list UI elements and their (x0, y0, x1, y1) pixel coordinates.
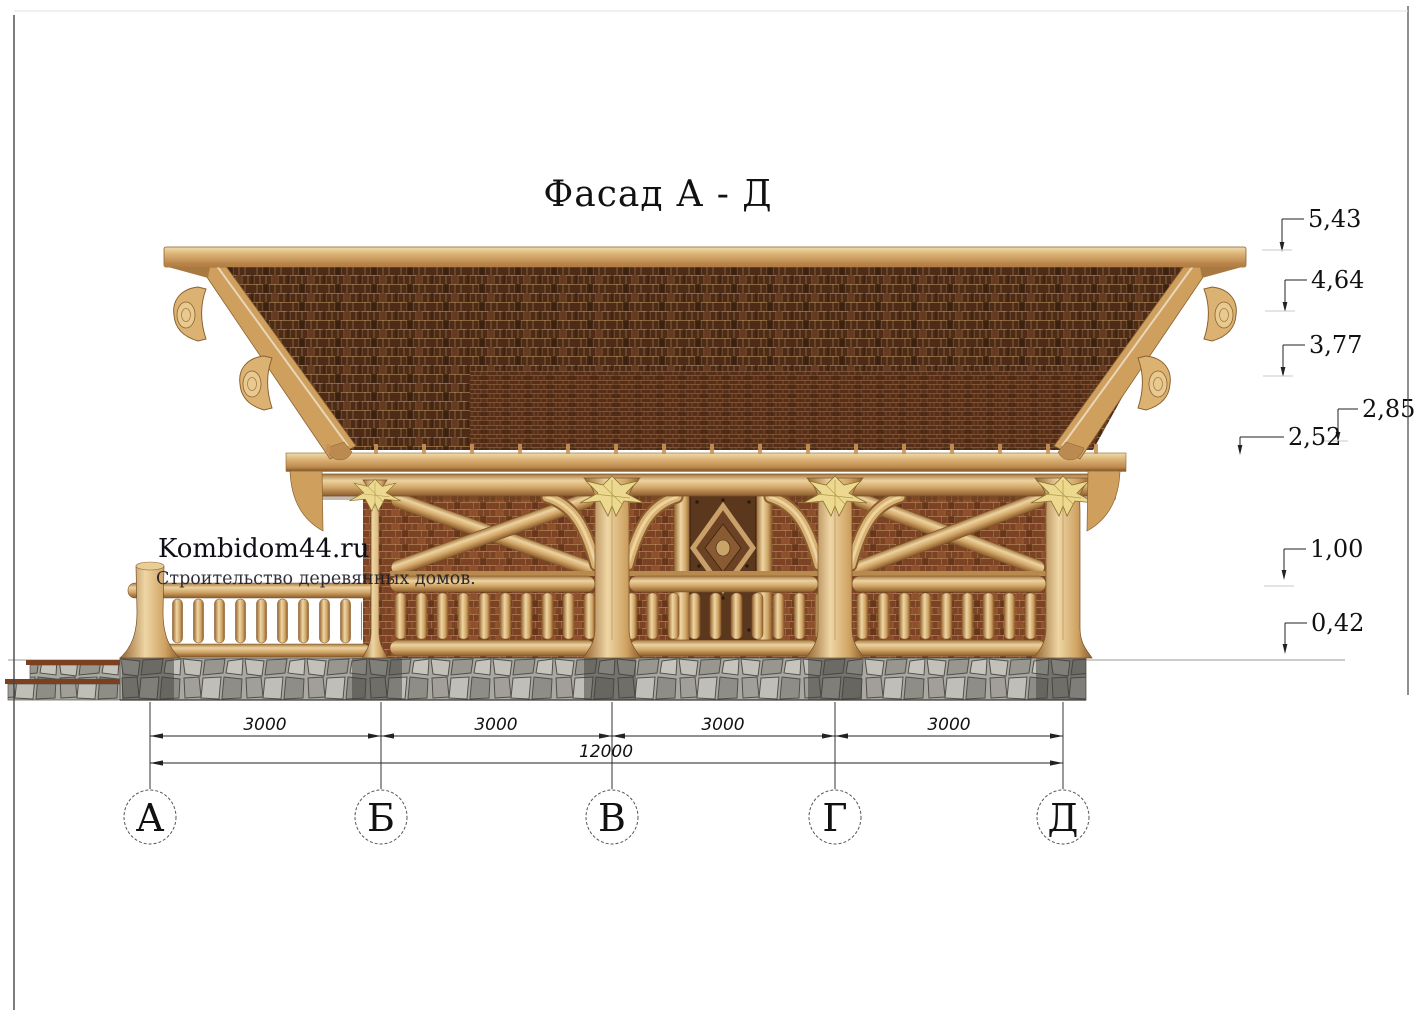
svg-text:Д: Д (1047, 796, 1079, 840)
svg-text:В: В (598, 796, 626, 840)
svg-text:Б: Б (367, 796, 395, 840)
elevation-mark (1263, 331, 1362, 377)
railing-bay-g-d (852, 571, 1046, 656)
watermark-tagline: Строительство деревянных домов. (156, 569, 476, 589)
foundation (120, 658, 1086, 700)
railing-bay-v-g (629, 571, 818, 656)
dim-bay-3: 3000 (701, 715, 745, 735)
roof (164, 247, 1246, 460)
svg-text:5,43: 5,43 (1308, 205, 1362, 233)
svg-text:4,64: 4,64 (1311, 266, 1365, 294)
eave-carved-end-left (290, 471, 323, 531)
elevation-mark (1262, 205, 1361, 252)
elevation-mark (1283, 609, 1365, 654)
drawing-title: Фасад А - Д (543, 174, 773, 215)
elevation-mark (1238, 423, 1342, 455)
elevation-mark (1265, 266, 1364, 312)
entrance-steps (5, 660, 125, 700)
axis-bubble-g (809, 790, 861, 844)
axis-bubble-b (355, 790, 407, 844)
elevation-marks (1238, 205, 1416, 654)
dimension-block (150, 702, 1063, 789)
svg-text:1,00: 1,00 (1310, 535, 1364, 563)
dim-bay-2: 3000 (474, 715, 518, 735)
watermark-site: Kombidom44.ru (158, 534, 370, 564)
svg-text:2,85: 2,85 (1362, 395, 1416, 423)
axis-bubble-d (1037, 790, 1089, 844)
svg-text:Г: Г (822, 796, 848, 840)
dim-total: 12000 (578, 742, 634, 762)
axis-bubble-a (124, 790, 176, 844)
eave-carved-end-right (1087, 471, 1120, 531)
dim-bay-1: 3000 (243, 715, 287, 735)
dim-bay-4: 3000 (927, 715, 971, 735)
header-beam (296, 474, 1116, 496)
svg-text:0,42: 0,42 (1311, 609, 1365, 637)
axis-bubble-v (586, 790, 638, 844)
roof-corbel (1204, 287, 1236, 341)
roof-corbel (174, 287, 206, 341)
axis-bubbles (124, 790, 1089, 844)
svg-text:2,52: 2,52 (1288, 423, 1342, 451)
roof-corbel (240, 356, 272, 410)
svg-text:3,77: 3,77 (1309, 331, 1363, 359)
elevation-mark (1264, 535, 1363, 586)
wall-railings (390, 571, 1046, 656)
svg-text:А: А (135, 796, 165, 840)
roof-shingles-lower (470, 371, 1118, 450)
roof-corbel (1138, 356, 1170, 410)
